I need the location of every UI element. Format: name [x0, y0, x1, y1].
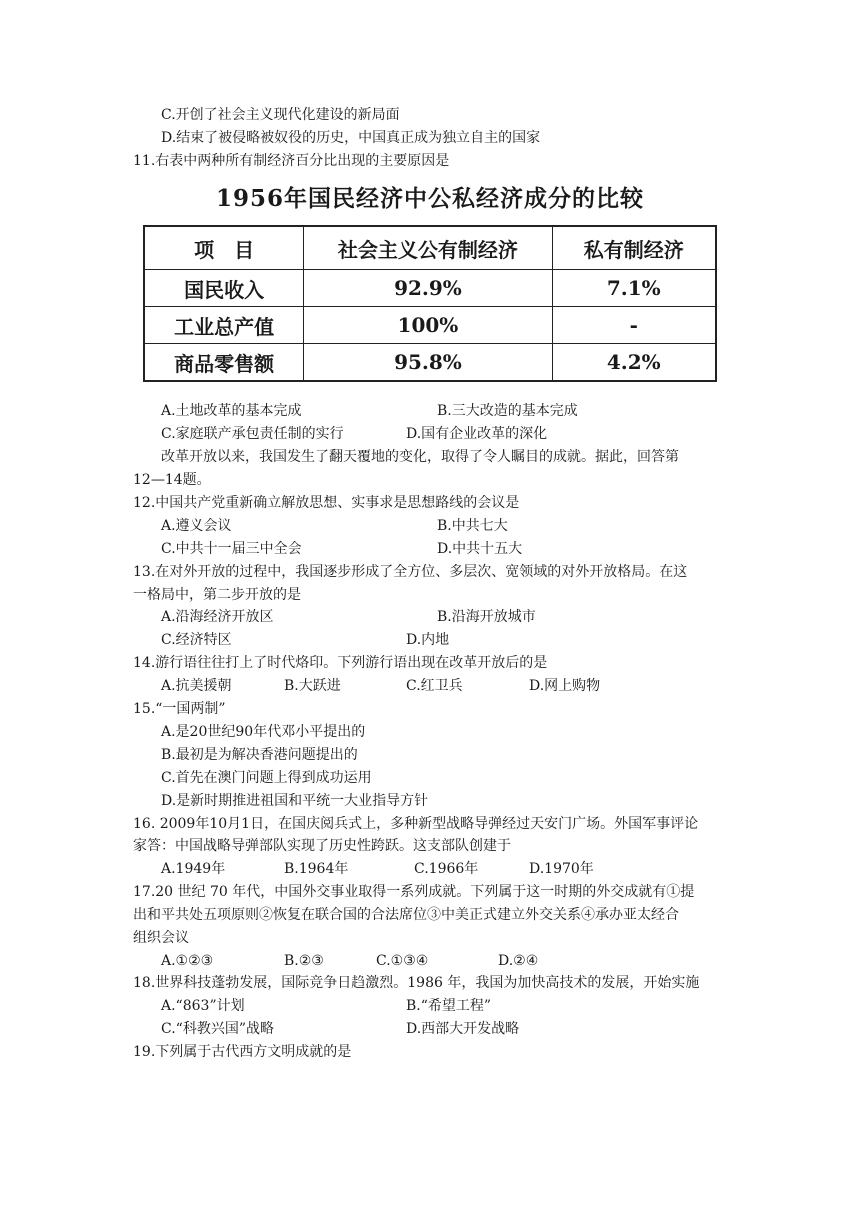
table-header-cell: 项 目 [144, 226, 304, 270]
q17-option-b: B.②③ [284, 953, 324, 969]
q17-option-a: A.①②③ [161, 953, 214, 969]
q12-option-a: A.遵义会议 [161, 518, 232, 534]
table-row [144, 344, 716, 382]
table-row [144, 270, 716, 307]
q12-option-b: B.中共七大 [437, 518, 508, 534]
q12-option-d: D.中共十五大 [437, 541, 523, 557]
table-cell: 92.9% [304, 270, 552, 307]
question-11-stem: 11.右表中两种所有制经济百分比出现的主要原因是 [133, 153, 450, 169]
question-13-stem-2: 一格局中，第二步开放的是 [133, 587, 301, 603]
question-17-stem-1: 17.20 世纪 70 年代，中国外交事业取得一系列成就。下列属于这一时期的外交成就有①提 [133, 884, 695, 900]
q16-option-c: C.1966年 [414, 861, 479, 877]
q14-option-c: C.红卫兵 [406, 678, 463, 694]
question-15-stem: 15.“一国两制” [133, 701, 226, 717]
q16-option-a: A.1949年 [161, 861, 226, 877]
question-13-stem-1: 13.在对外开放的过程中，我国逐步形成了全方位、多层次、宽领域的对外开放格局。在这 [133, 564, 688, 580]
q14-option-d: D.网上购物 [529, 678, 601, 694]
q13-option-b: B.沿海开放城市 [437, 609, 536, 625]
q16-option-b: B.1964年 [284, 861, 349, 877]
q11-option-d: D.国有企业改革的深化 [406, 426, 548, 442]
table-cell: 95.8% [304, 344, 552, 382]
q17-option-d: D.②④ [498, 953, 539, 969]
q15-option-d: D.是新时期推进祖国和平统一大业指导方针 [161, 793, 429, 809]
q16-option-d: D.1970年 [529, 861, 594, 877]
q11-option-c: C.家庭联产承包责任制的实行 [161, 426, 344, 442]
table-row [144, 307, 716, 344]
question-16-stem-2: 家答：中国战略导弹部队实现了历史性跨跃。这支部队创建于 [133, 838, 511, 854]
q11-option-b: B.三大改造的基本完成 [437, 403, 578, 419]
section-intro-line2: 12—14题。 [133, 472, 211, 488]
q13-option-d: D.内地 [406, 632, 450, 648]
q18-option-c: C.“科教兴国”战略 [161, 1021, 274, 1037]
q17-option-c: C.①③④ [376, 953, 429, 969]
section-intro-line1: 改革开放以来，我国发生了翻天覆地的变化，取得了令人瞩目的成就。据此，回答第 [161, 449, 679, 465]
option-d-prev: D.结束了被侵略被奴役的历史，中国真正成为独立自主的国家 [161, 130, 541, 146]
question-19-stem: 19.下列属于古代西方文明成就的是 [133, 1044, 352, 1060]
table-title: 1956年国民经济中公私经济成分的比较 [215, 185, 644, 212]
q13-option-a: A.沿海经济开放区 [161, 609, 274, 625]
question-18-stem: 18.世界科技蓬勃发展，国际竞争日趋激烈。1986 年，我国为加快高技术的发展，开始实施 [133, 975, 700, 991]
table-cell: 100% [304, 307, 552, 344]
q15-option-c: C.首先在澳门问题上得到成功运用 [161, 770, 372, 786]
q18-option-a: A.“863”计划 [161, 998, 245, 1014]
question-12-stem: 12.中国共产党重新确立解放思想、实事求是思想路线的会议是 [133, 495, 520, 511]
q18-option-b: B.“希望工程” [406, 998, 492, 1014]
question-16-stem-1: 16. 2009年10月1日，在国庆阅兵式上，多种新型战略导弹经过天安门广场。外国军事评论 [133, 816, 699, 832]
economy-comparison-table [143, 225, 717, 382]
question-17-stem-3: 组织会议 [133, 930, 189, 946]
q18-option-d: D.西部大开发战略 [406, 1021, 520, 1037]
q14-option-a: A.抗美援朝 [161, 678, 232, 694]
table-cell: 国民收入 [144, 270, 304, 307]
q15-option-a: A.是20世纪90年代邓小平提出的 [161, 724, 366, 740]
q14-option-b: B.大跃进 [284, 678, 341, 694]
table-cell: 工业总产值 [144, 307, 304, 344]
table-header-cell: 私有制经济 [552, 226, 716, 270]
table-cell: 商品零售额 [144, 344, 304, 382]
question-17-stem-2: 出和平共处五项原则②恢复在联合国的合法席位③中美正式建立外交关系④承办亚太经合 [133, 907, 679, 923]
table-cell: 4.2% [552, 344, 716, 382]
option-c-prev: C.开创了社会主义现代化建设的新局面 [161, 107, 400, 123]
q13-option-c: C.经济特区 [161, 632, 232, 648]
q11-option-a: A.土地改革的基本完成 [161, 403, 302, 419]
table-header-row [144, 226, 716, 270]
q15-option-b: B.最初是为解决香港问题提出的 [161, 747, 358, 763]
question-14-stem: 14.游行语往往打上了时代烙印。下列游行语出现在改革开放后的是 [133, 655, 548, 671]
table-cell: 7.1% [552, 270, 716, 307]
table-header-cell: 社会主义公有制经济 [304, 226, 552, 270]
q12-option-c: C.中共十一届三中全会 [161, 541, 302, 557]
table-cell: - [552, 307, 716, 344]
